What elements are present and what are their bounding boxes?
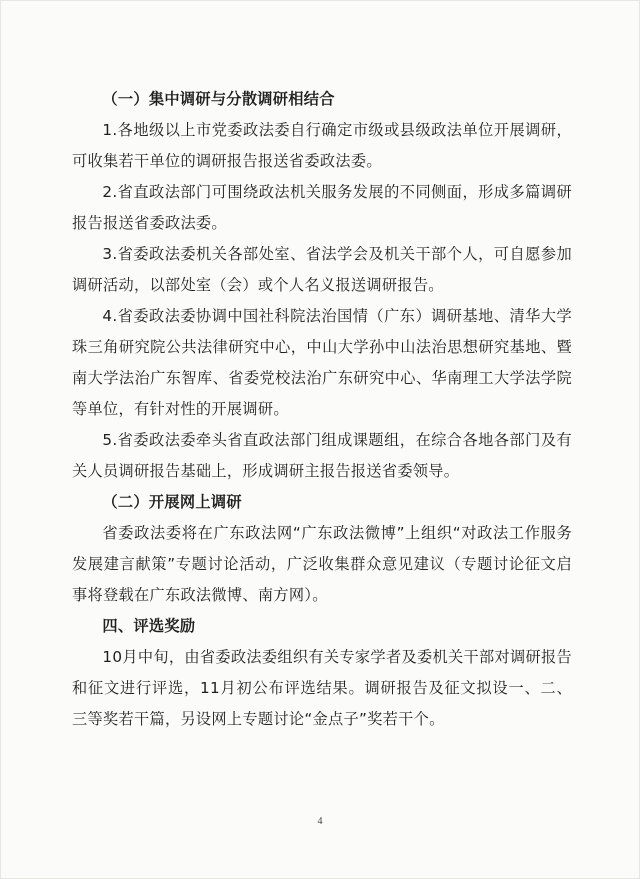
paragraph-item-4: 4.省委政法委协调中国社科院法治国情（广东）调研基地、清华大学珠三角研究院公共法律研究中心，中山大学孙中山法治思想研究基地、暨南大学法治广东智库、省委党校法治广东研究中心、华南理工大学法学院等单位，有针对性的开展调研。 <box>72 307 572 418</box>
paragraph-item-3: 3.省委政法委机关各部处室、省法学会及机关干部个人，可自愿参加调研活动，以部处室（会）或个人名义报送调研报告。 <box>72 245 572 294</box>
section-heading-online-research: （二）开展网上调研 <box>102 493 242 511</box>
paragraph-item-5: 5.省委政法委牵头省直政法部门组成课题组，在综合各地各部门及有关人员调研报告基础上，形成调研主报告报送省委领导。 <box>72 431 572 480</box>
section-heading-centralized-research: （一）集中调研与分散调研相结合 <box>102 90 335 108</box>
document-body <box>72 84 572 735</box>
paragraph-item-1: 1.各地级以上市党委政法委自行确定市级或县级政法单位开展调研，可收集若干单位的调研报告报送省委政法委。 <box>72 121 572 170</box>
paragraph-online-research: 省委政法委将在广东政法网“广东政法微博”上组织“对政法工作服务发展建言献策”专题讨论活动，广泛收集群众意见建议（专题讨论征文启事将登载在广东政法微博、南方网）。 <box>72 524 572 604</box>
section-heading-awards: 四、评选奖励 <box>102 617 196 635</box>
page-number: 4 <box>317 816 323 827</box>
paragraph-item-2: 2.省直政法部门可围绕政法机关服务发展的不同侧面，形成多篇调研报告报送省委政法委。 <box>72 183 572 232</box>
paragraph-awards: 10月中旬，由省委政法委组织有关专家学者及委机关干部对调研报告和征文进行评选，11月初公布评选结果。调研报告及征文拟设一、二、三等奖若干篇，另设网上专题讨论“金点子”奖若干个。 <box>72 648 572 728</box>
